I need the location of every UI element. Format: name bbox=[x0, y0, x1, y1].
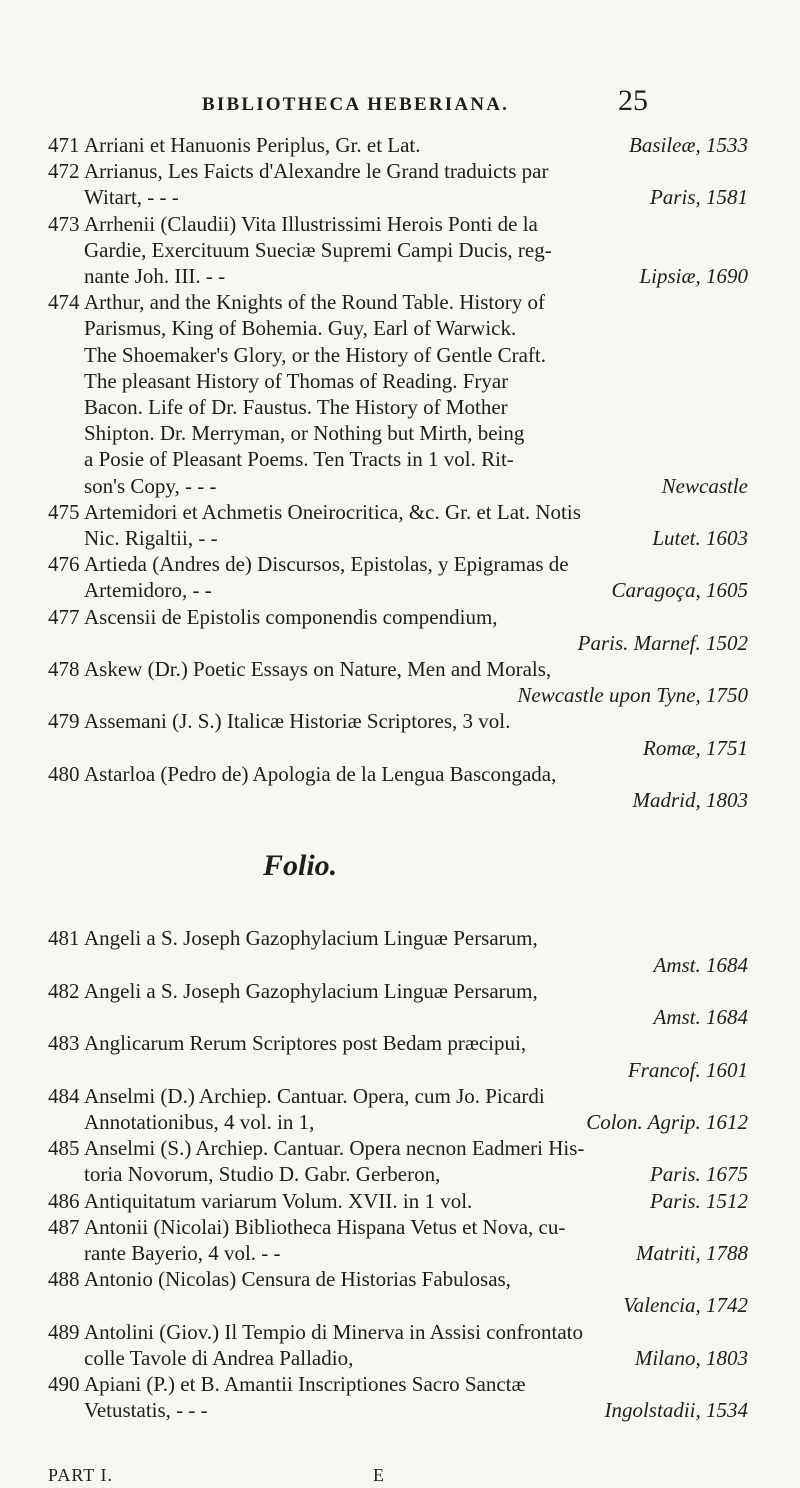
entry-text bbox=[84, 1214, 748, 1266]
entry-title: Arrhenii (Claudii) Vita Illustrissimi Herois Ponti de la bbox=[84, 211, 538, 236]
entry-title: Ascensii de Epistolis componendis compendium, bbox=[84, 604, 498, 629]
entry-number: 483 bbox=[48, 1031, 80, 1056]
entry-line bbox=[84, 368, 748, 394]
entry-text bbox=[84, 1030, 748, 1082]
entry-text bbox=[84, 158, 748, 210]
entry-text bbox=[84, 1135, 748, 1187]
entry-number: 475 bbox=[48, 499, 80, 524]
entry-text bbox=[84, 1266, 748, 1318]
entry-title: Artemidoro, - - bbox=[84, 578, 212, 603]
catalogue-entry bbox=[48, 925, 748, 977]
entry-imprint: Basileæ, 1533 bbox=[629, 133, 748, 157]
entry-line bbox=[84, 394, 748, 420]
catalogue-entry bbox=[48, 761, 748, 813]
entry-title: Angeli a S. Joseph Gazophylacium Linguæ Persarum, bbox=[84, 978, 538, 1003]
entry-title: Antiquitatum variarum Volum. XVII. in 1 vol. bbox=[84, 1188, 473, 1213]
entry-text bbox=[84, 978, 748, 1030]
entry-line bbox=[84, 1161, 748, 1187]
entry-line bbox=[84, 630, 748, 656]
entry-line bbox=[84, 1240, 748, 1266]
catalogue-entry bbox=[48, 289, 748, 499]
entry-line bbox=[84, 184, 748, 210]
entry-line bbox=[84, 1319, 748, 1345]
entry-line bbox=[84, 263, 748, 289]
page-footer bbox=[48, 1465, 468, 1486]
entry-imprint: Newcastle bbox=[661, 473, 748, 498]
entry-imprint: Newcastle upon Tyne, 1750 bbox=[517, 683, 748, 708]
entry-line bbox=[84, 682, 748, 708]
entry-number: 484 bbox=[48, 1083, 80, 1108]
entry-line bbox=[84, 211, 748, 237]
catalogue-entry bbox=[48, 656, 748, 708]
entry-line bbox=[84, 1214, 748, 1240]
entry-title: Vetustatis, - - - bbox=[84, 1398, 208, 1423]
entry-text bbox=[84, 1371, 748, 1423]
entry-title: Anselmi (S.) Archiep. Cantuar. Opera necnon Eadmeri His- bbox=[84, 1136, 585, 1161]
entry-number: 472 bbox=[48, 159, 80, 184]
entry-line bbox=[84, 787, 748, 813]
catalogue-entry bbox=[48, 132, 748, 158]
entry-line bbox=[84, 342, 748, 368]
entry-line bbox=[84, 158, 748, 184]
entry-number: 478 bbox=[48, 657, 80, 682]
catalogue-entry bbox=[48, 1266, 748, 1318]
entry-text bbox=[84, 499, 748, 551]
catalogue-entry bbox=[48, 1371, 748, 1423]
entry-imprint: Paris. 1512 bbox=[649, 1188, 748, 1213]
entry-line bbox=[84, 551, 748, 577]
entry-text bbox=[84, 925, 748, 977]
entry-text bbox=[84, 656, 748, 708]
catalogue-entry bbox=[48, 211, 748, 290]
catalogue-entries bbox=[48, 132, 748, 1423]
entry-imprint: Lutet. 1603 bbox=[652, 526, 748, 551]
entry-line bbox=[84, 473, 748, 499]
entry-title: Astarloa (Pedro de) Apologia de la Lengua Bascongada, bbox=[84, 761, 557, 786]
catalogue-entry bbox=[48, 708, 748, 760]
entry-text bbox=[84, 211, 748, 290]
catalogue-entry bbox=[48, 978, 748, 1030]
entry-line bbox=[84, 1004, 748, 1030]
entry-line bbox=[84, 952, 748, 978]
entry-line bbox=[84, 420, 748, 446]
entry-imprint: Caragoça, 1605 bbox=[611, 578, 748, 603]
entry-number: 473 bbox=[48, 211, 80, 236]
catalogue-entry bbox=[48, 1135, 748, 1187]
entry-text bbox=[84, 132, 748, 158]
catalogue-entry bbox=[48, 499, 748, 551]
entry-title: Arriani et Hanuonis Periplus, Gr. et Lat. bbox=[84, 133, 421, 157]
entry-number: 481 bbox=[48, 926, 80, 951]
entry-number: 490 bbox=[48, 1371, 80, 1396]
entry-list-top bbox=[48, 132, 748, 813]
entry-title: Gardie, Exercituum Sueciæ Supremi Campi Ducis, reg- bbox=[84, 237, 552, 262]
entry-line bbox=[84, 1345, 748, 1371]
catalogue-entry bbox=[48, 1319, 748, 1371]
entry-number: 477 bbox=[48, 604, 80, 629]
entry-title: The pleasant History of Thomas of Reading. Fryar bbox=[84, 368, 509, 393]
entry-line bbox=[84, 237, 748, 263]
entry-imprint: Francof. 1601 bbox=[627, 1057, 748, 1082]
entry-text bbox=[84, 551, 748, 603]
entry-line bbox=[84, 525, 748, 551]
running-title: BIBLIOTHECA HEBERIANA. bbox=[202, 94, 510, 115]
entry-text bbox=[84, 604, 748, 656]
entry-line bbox=[84, 577, 748, 603]
entry-title: rante Bayerio, 4 vol. - - bbox=[84, 1240, 281, 1265]
entry-imprint: Valencia, 1742 bbox=[623, 1293, 748, 1318]
entry-imprint: Milano, 1803 bbox=[634, 1345, 748, 1370]
entry-imprint: Amst. 1684 bbox=[653, 952, 748, 977]
entry-number: 488 bbox=[48, 1267, 80, 1292]
entry-number: 489 bbox=[48, 1319, 80, 1344]
entry-line bbox=[84, 735, 748, 761]
entry-line bbox=[84, 656, 748, 682]
entry-imprint: Amst. 1684 bbox=[653, 1005, 748, 1030]
catalogue-entry bbox=[48, 551, 748, 603]
entry-line bbox=[84, 315, 748, 341]
entry-line bbox=[84, 604, 748, 630]
entry-number: 476 bbox=[48, 552, 80, 577]
entry-line bbox=[84, 978, 748, 1004]
entry-title: Arrianus, Les Faicts d'Alexandre le Grand traduicts par bbox=[84, 159, 549, 184]
entry-title: Antonio (Nicolas) Censura de Historias Fabulosas, bbox=[84, 1267, 511, 1292]
entry-line bbox=[84, 1083, 748, 1109]
entry-number: 486 bbox=[48, 1188, 80, 1213]
entry-number: 480 bbox=[48, 761, 80, 786]
entry-imprint: Colon. Agrip. 1612 bbox=[586, 1109, 748, 1134]
entry-line bbox=[84, 132, 748, 158]
entry-line bbox=[84, 761, 748, 787]
entry-text bbox=[84, 1188, 748, 1214]
entry-title: Anglicarum Rerum Scriptores post Bedam præcipui, bbox=[84, 1031, 527, 1056]
entry-imprint: Matriti, 1788 bbox=[635, 1240, 748, 1265]
entry-title: Assemani (J. S.) Italicæ Historiæ Scriptores, 3 vol. bbox=[84, 709, 511, 734]
entry-number: 487 bbox=[48, 1214, 80, 1239]
section-heading: Folio. bbox=[263, 849, 338, 883]
entry-title: a Posie of Pleasant Poems. Ten Tracts in 1 vol. Rit- bbox=[84, 447, 514, 472]
entry-title: Parismus, King of Bohemia. Guy, Earl of Warwick. bbox=[84, 316, 517, 341]
entry-title: Antolini (Giov.) Il Tempio di Minerva in Assisi confrontato bbox=[84, 1319, 583, 1344]
entry-line bbox=[84, 1030, 748, 1056]
entry-title: Antonii (Nicolai) Bibliotheca Hispana Vetus et Nova, cu- bbox=[84, 1214, 566, 1239]
entry-imprint: Lipsiæ, 1690 bbox=[639, 264, 748, 289]
entry-title: Witart, - - - bbox=[84, 185, 179, 210]
entry-title: Bacon. Life of Dr. Faustus. The History of Mother bbox=[84, 395, 508, 420]
entry-imprint: Romæ, 1751 bbox=[643, 735, 748, 760]
entry-imprint: Paris, 1581 bbox=[649, 185, 748, 210]
entry-line bbox=[84, 1292, 748, 1318]
entry-line bbox=[84, 1057, 748, 1083]
entry-line bbox=[84, 1371, 748, 1397]
entry-line bbox=[84, 1109, 748, 1135]
entry-title: Artemidori et Achmetis Oneirocritica, &c. Gr. et Lat. Notis bbox=[84, 499, 581, 524]
catalogue-entry bbox=[48, 158, 748, 210]
entry-imprint: Paris. 1675 bbox=[649, 1162, 748, 1187]
entry-line bbox=[84, 708, 748, 734]
entry-line bbox=[84, 1135, 748, 1161]
entry-line bbox=[84, 1188, 748, 1214]
entry-line bbox=[84, 1397, 748, 1423]
catalogue-entry bbox=[48, 1030, 748, 1082]
entry-text bbox=[84, 289, 748, 499]
entry-text bbox=[84, 1083, 748, 1135]
entry-title: Artieda (Andres de) Discursos, Epistolas, y Epigramas de bbox=[84, 552, 569, 577]
entry-line bbox=[84, 925, 748, 951]
entry-text bbox=[84, 761, 748, 813]
entry-imprint: Madrid, 1803 bbox=[632, 788, 748, 813]
entry-number: 471 bbox=[48, 133, 80, 157]
entry-title: Shipton. Dr. Merryman, or Nothing but Mirth, being bbox=[84, 421, 525, 446]
entry-title: Nic. Rigaltii, - - bbox=[84, 526, 218, 551]
entry-title: colle Tavole di Andrea Palladio, bbox=[84, 1345, 354, 1370]
entry-number: 479 bbox=[48, 709, 80, 734]
signature-mark: E bbox=[373, 1465, 385, 1485]
entry-title: Askew (Dr.) Poetic Essays on Nature, Men and Morals, bbox=[84, 657, 552, 682]
catalogue-entry bbox=[48, 1214, 748, 1266]
entry-list-folio bbox=[48, 925, 748, 1423]
entry-title: The Shoemaker's Glory, or the History of Gentle Craft. bbox=[84, 342, 546, 367]
entry-line bbox=[84, 499, 748, 525]
entry-text bbox=[84, 1319, 748, 1371]
page-header bbox=[0, 84, 800, 124]
entry-line bbox=[84, 446, 748, 472]
entry-line bbox=[84, 289, 748, 315]
entry-line bbox=[84, 1266, 748, 1292]
entry-title: Annotationibus, 4 vol. in 1, bbox=[84, 1109, 315, 1134]
entry-title: Arthur, and the Knights of the Round Table. History of bbox=[84, 290, 545, 315]
entry-number: 474 bbox=[48, 290, 80, 315]
entry-title: Apiani (P.) et B. Amantii Inscriptiones Sacro Sanctæ bbox=[84, 1371, 526, 1396]
catalogue-entry bbox=[48, 604, 748, 656]
entry-title: Anselmi (D.) Archiep. Cantuar. Opera, cum Jo. Picardi bbox=[84, 1083, 545, 1108]
entry-imprint: Ingolstadii, 1534 bbox=[604, 1398, 748, 1423]
entry-number: 482 bbox=[48, 978, 80, 1003]
catalogue-entry bbox=[48, 1083, 748, 1135]
part-label: PART I. bbox=[48, 1465, 113, 1485]
entry-title: toria Novorum, Studio D. Gabr. Gerberon, bbox=[84, 1162, 441, 1187]
entry-title: nante Joh. III. - - bbox=[84, 264, 226, 289]
entry-title: son's Copy, - - - bbox=[84, 473, 217, 498]
catalogue-entry bbox=[48, 1188, 748, 1214]
entry-title: Angeli a S. Joseph Gazophylacium Linguæ Persarum, bbox=[84, 926, 538, 951]
page-number: 25 bbox=[618, 84, 648, 117]
entry-text bbox=[84, 708, 748, 760]
entry-imprint: Paris. Marnef. 1502 bbox=[577, 630, 748, 655]
entry-number: 485 bbox=[48, 1136, 80, 1161]
